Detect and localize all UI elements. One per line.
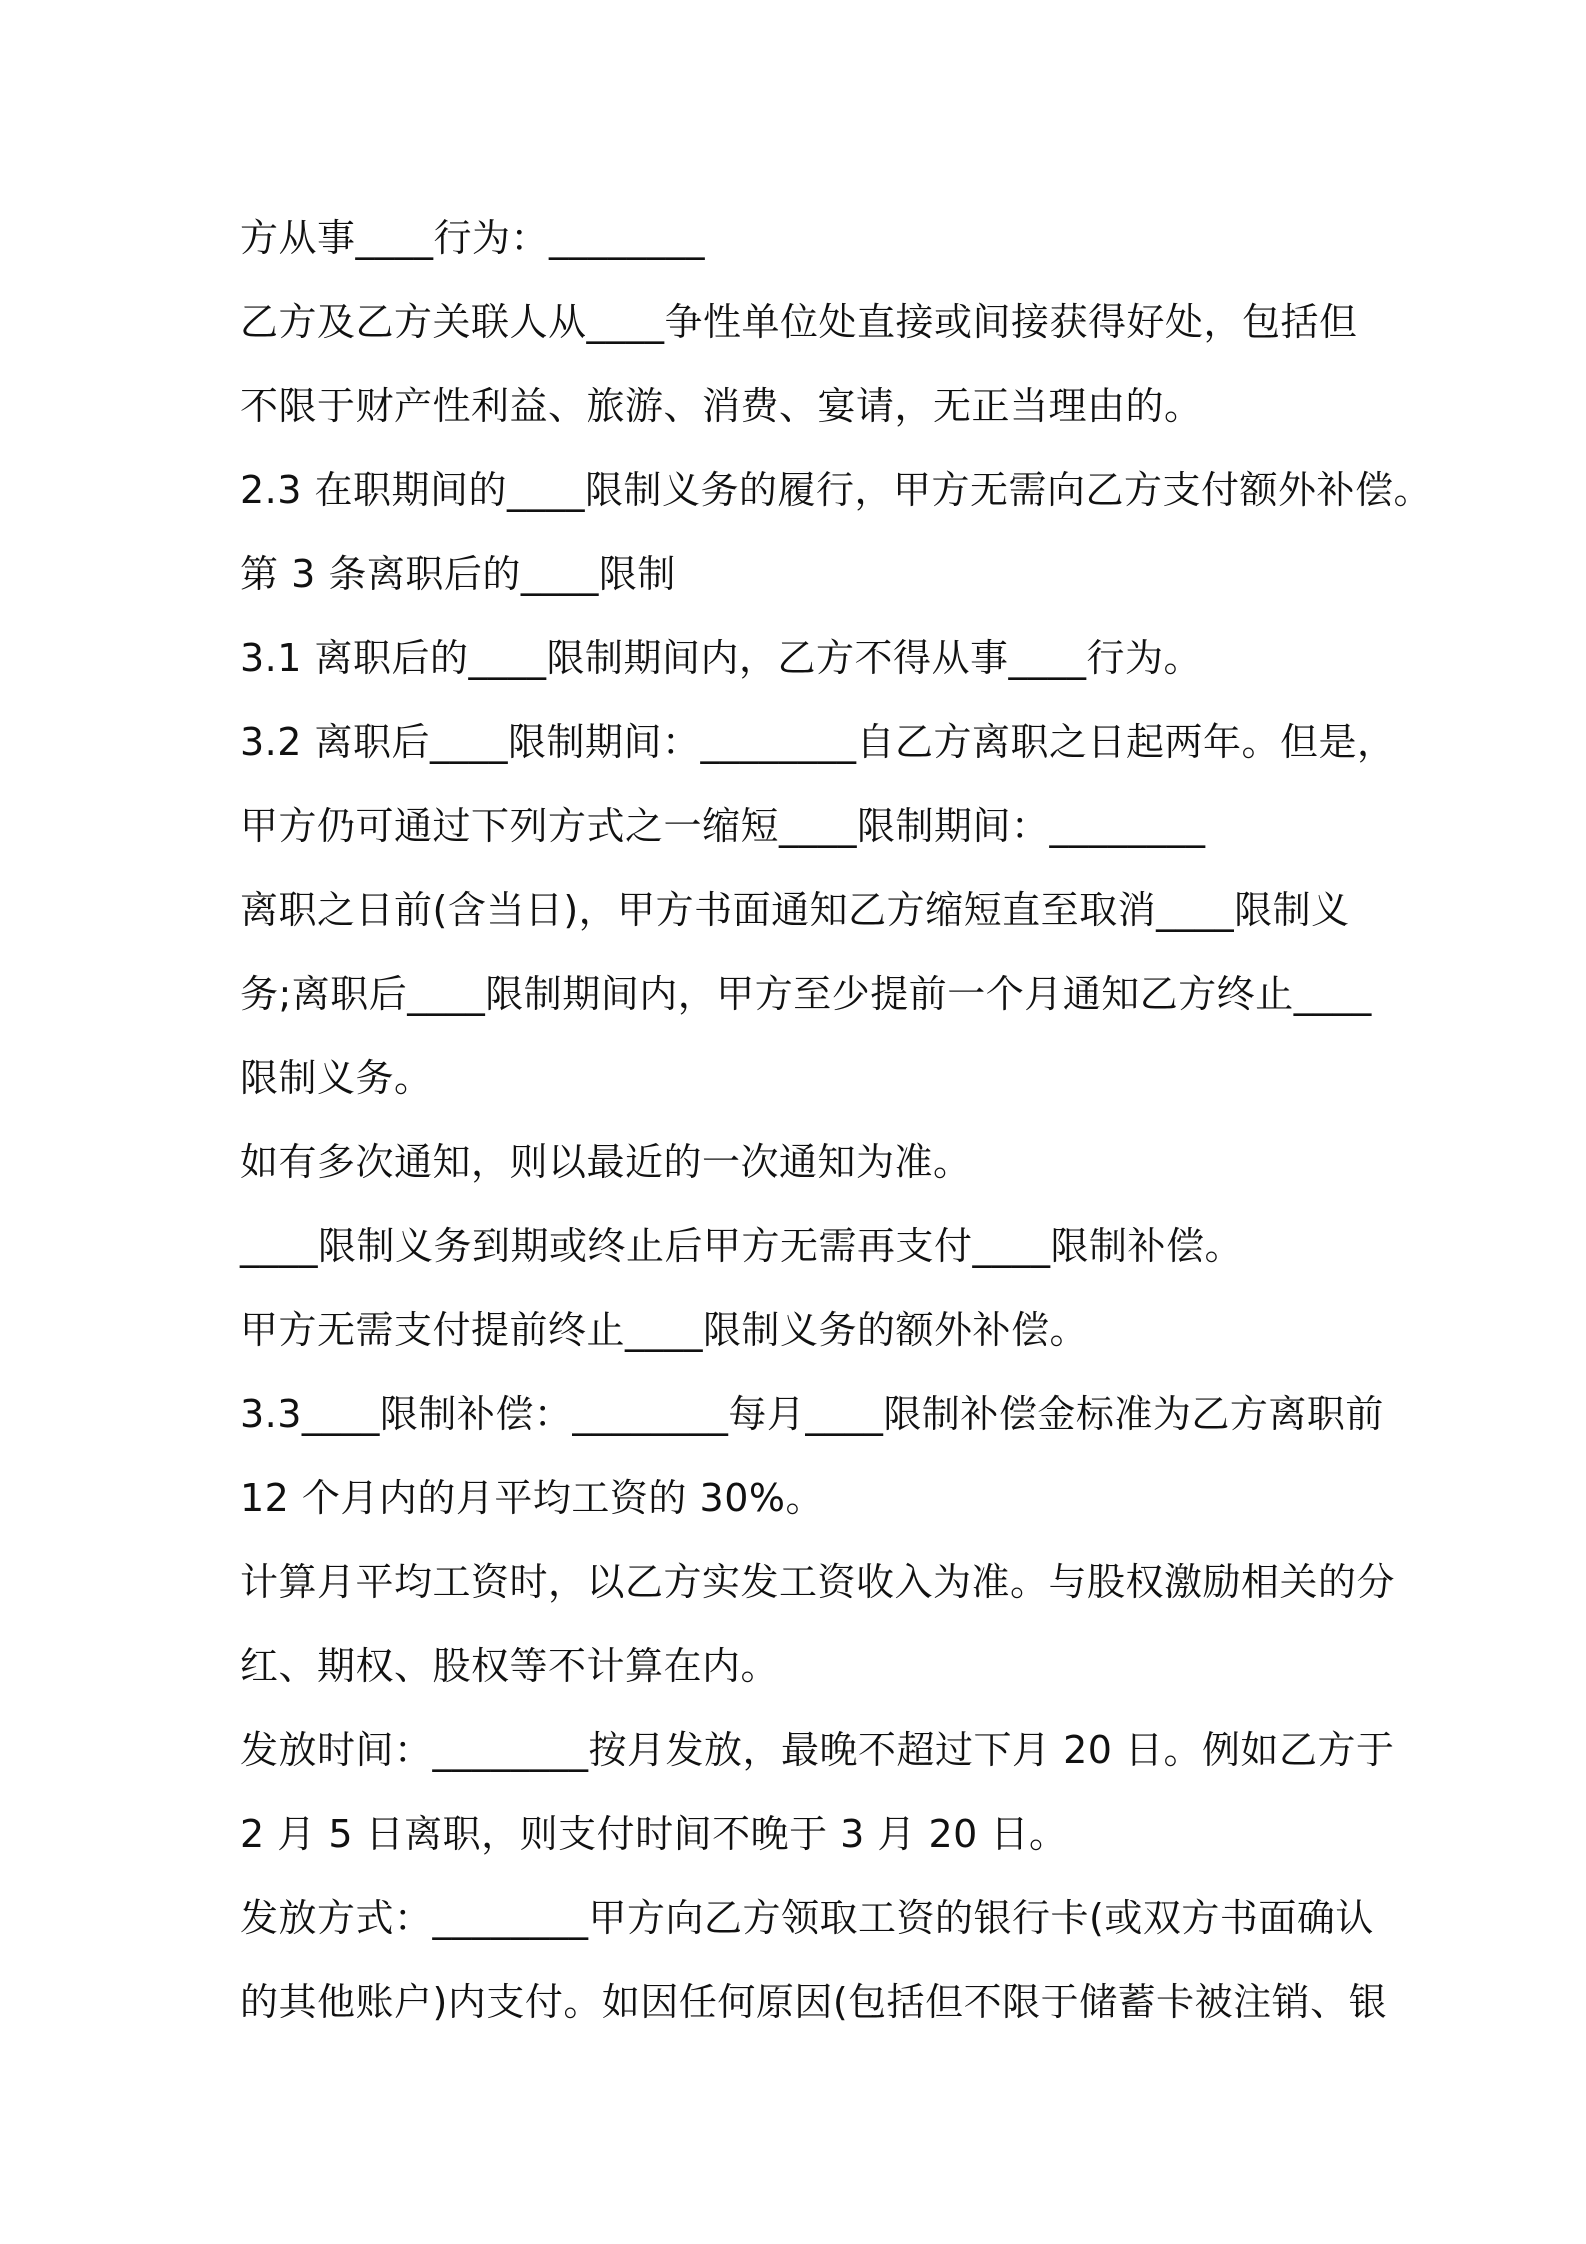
text-line: 的其他账户)内支付。如因任何原因(包括但不限于储蓄卡被注销、银 xyxy=(240,1980,1388,2024)
text-line: ____限制义务到期或终止后甲方无需再支付____限制补偿。 xyxy=(240,1224,1244,1268)
text-line: 甲方无需支付提前终止____限制义务的额外补偿。 xyxy=(240,1308,1089,1352)
text-line: 发放时间：________按月发放，最晚不超过下月 20 日。例如乙方于 xyxy=(240,1728,1395,1772)
text-line: 甲方仍可通过下列方式之一缩短____限制期间：________ xyxy=(240,804,1206,848)
text-line: 2 月 5 日离职，则支付时间不晚于 3 月 20 日。 xyxy=(240,1812,1068,1856)
text-line: 计算月平均工资时，以乙方实发工资收入为准。与股权激励相关的分 xyxy=(240,1560,1396,1604)
text-line: 方从事____行为：________ xyxy=(240,216,706,260)
text-line: 3.3____限制补偿：________每月____限制补偿金标准为乙方离职前 xyxy=(240,1392,1384,1436)
text-line: 限制义务。 xyxy=(240,1056,433,1100)
document-body xyxy=(240,196,1433,2044)
text-line: 务;离职后____限制期间内，甲方至少提前一个月通知乙方终止____ xyxy=(240,972,1372,1016)
text-line: 12 个月内的月平均工资的 30%。 xyxy=(240,1476,824,1520)
text-line: 离职之日前(含当日)，甲方书面通知乙方缩短直至取消____限制义 xyxy=(240,888,1350,932)
text-line: 2.3 在职期间的____限制义务的履行，甲方无需向乙方支付额外补偿。 xyxy=(240,468,1433,512)
text-line: 3.1 离职后的____限制期间内，乙方不得从事____行为。 xyxy=(240,636,1203,680)
text-line: 不限于财产性利益、旅游、消费、宴请，无正当理由的。 xyxy=(240,384,1203,428)
text-line: 发放方式：________甲方向乙方领取工资的银行卡(或双方书面确认 xyxy=(240,1896,1374,1940)
text-line: 如有多次通知，则以最近的一次通知为准。 xyxy=(240,1140,972,1184)
text-line: 3.2 离职后____限制期间：________自乙方离职之日起两年。但是， xyxy=(240,720,1396,764)
section-heading: 第 3 条离职后的____限制 xyxy=(240,552,676,596)
text-line: 乙方及乙方关联人从____争性单位处直接或间接获得好处，包括但 xyxy=(240,300,1358,344)
text-line: 红、期权、股权等不计算在内。 xyxy=(240,1644,780,1688)
